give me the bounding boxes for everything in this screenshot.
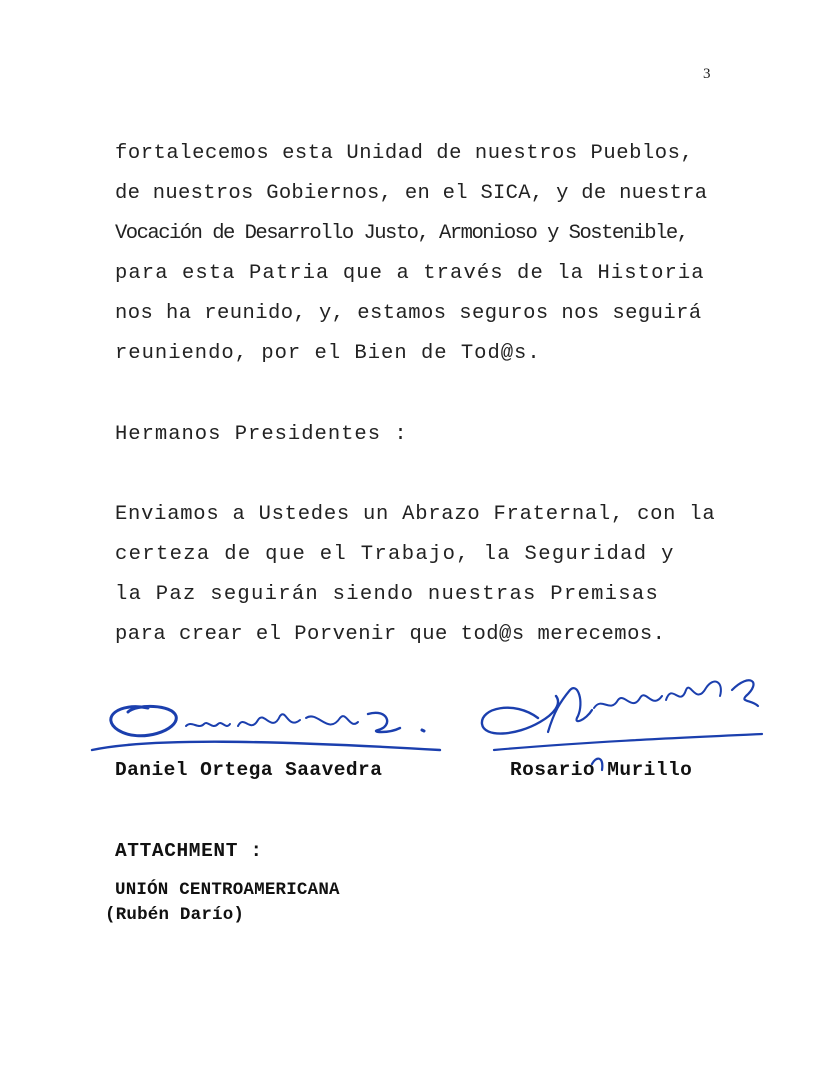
paragraph-1-line: Vocación de Desarrollo Justo, Armonioso y Sostenible, <box>115 222 688 245</box>
paragraph-1-line: fortalecemos esta Unidad de nuestros Pueblos, <box>115 142 694 165</box>
signature-daniel-ortega <box>88 690 448 770</box>
attachment-label: ATTACHMENT : <box>115 840 263 862</box>
paragraph-2-line: para crear el Porvenir que tod@s merecemos. <box>115 623 666 646</box>
paragraph-2-line: la Paz seguirán siendo nuestras Premisas <box>115 583 660 606</box>
paragraph-1-line: de nuestros Gobiernos, en el SICA, y de nuestra <box>115 182 708 205</box>
paragraph-2-line: certeza de que el Trabajo, la Seguridad y <box>115 543 675 566</box>
signatory-name-2: Rosario Murillo <box>510 759 693 781</box>
attachment-title: UNIÓN CENTROAMERICANA <box>115 880 340 900</box>
paragraph-1-line: para esta Patria que a través de la Historia <box>115 262 705 285</box>
paragraph-2-line: Enviamos a Ustedes un Abrazo Fraternal, con la <box>115 503 716 526</box>
salutation: Hermanos Presidentes : <box>115 423 408 446</box>
signatory-name-1: Daniel Ortega Saavedra <box>115 759 383 781</box>
paragraph-1-line: nos ha reunido, y, estamos seguros nos seguirá <box>115 302 702 325</box>
attachment-author: (Rubén Darío) <box>105 905 245 925</box>
signature-rosario-murillo <box>474 660 774 775</box>
page-number: 3 <box>703 66 711 82</box>
paragraph-1-line: reuniendo, por el Bien de Tod@s. <box>115 342 541 365</box>
